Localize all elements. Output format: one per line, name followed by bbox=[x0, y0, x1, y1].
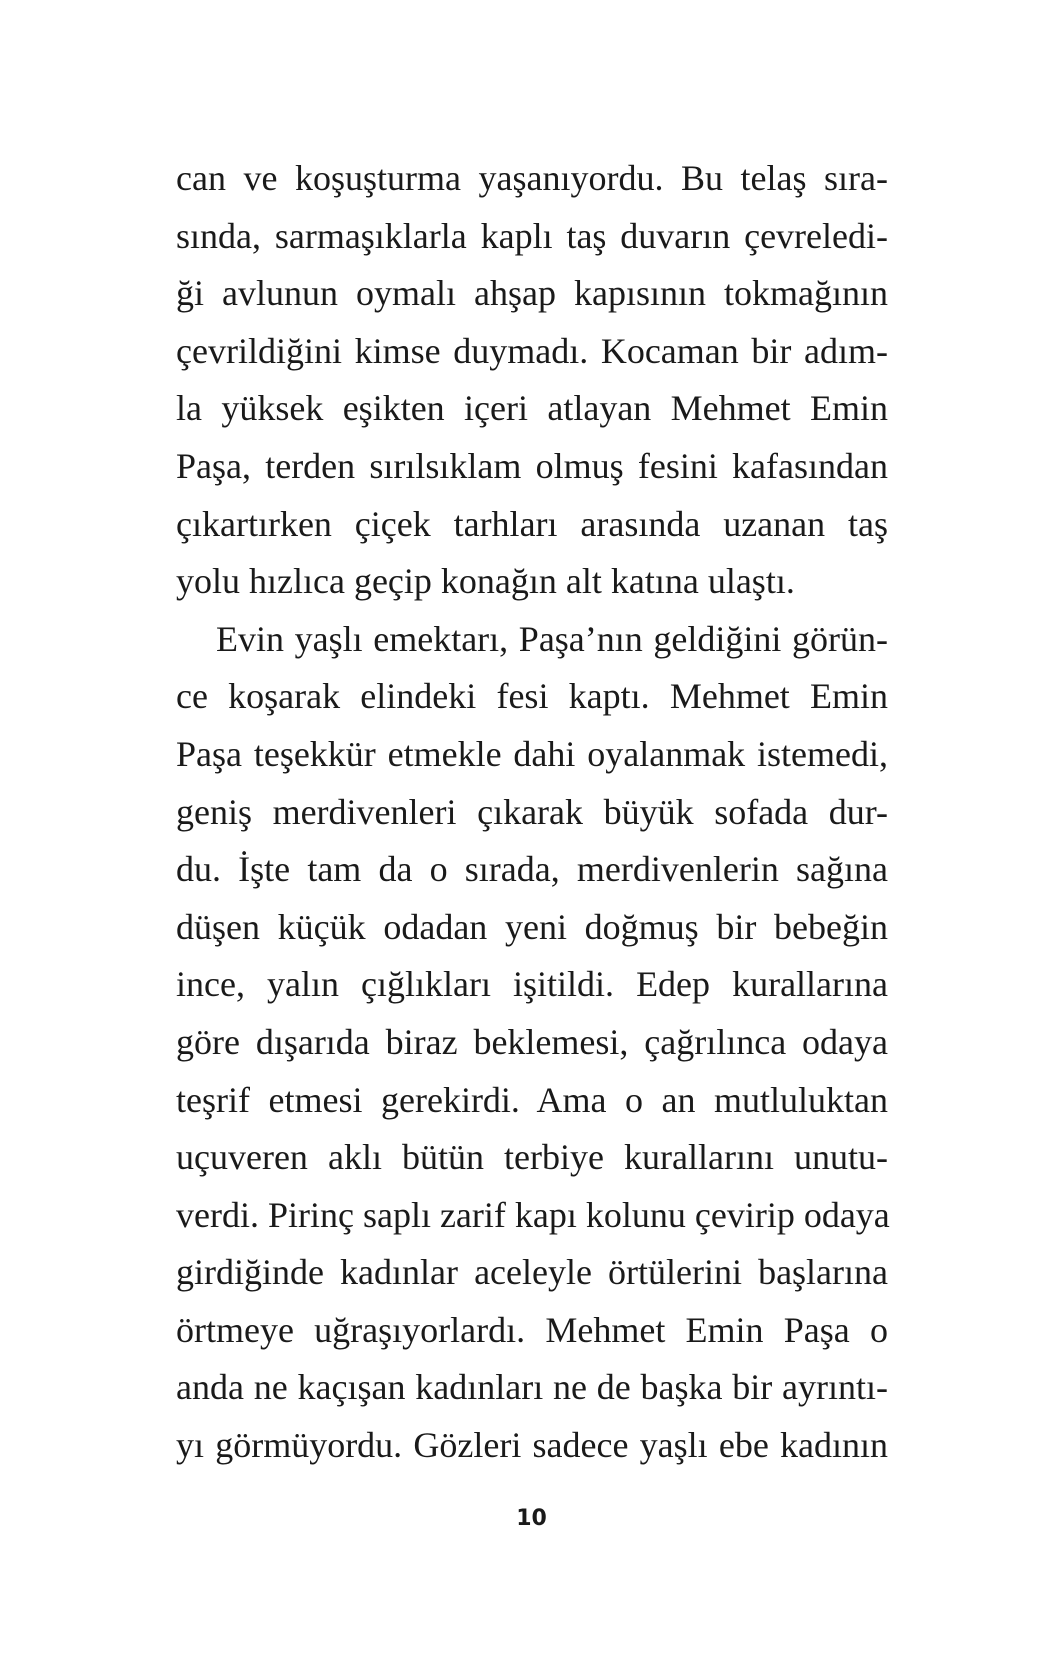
text-line: geniş merdivenleri çıkarak büyük sofada dur- bbox=[176, 791, 888, 832]
text-line: ince, yalın çığlıkları işitildi. Edep kurallarına bbox=[176, 964, 888, 1005]
text-line: girdiğinde kadınlar aceleyle örtülerini başlarına bbox=[176, 1252, 888, 1293]
text-line: la yüksek eşikten içeri atlayan Mehmet Emin bbox=[176, 388, 888, 429]
text-line: ce koşarak elindeki fesi kaptı. Mehmet Emin bbox=[176, 676, 888, 717]
page-number: 10 bbox=[516, 1506, 547, 1531]
text-line: Paşa, terden sırılsıklam olmuş fesini kafasından bbox=[176, 445, 888, 486]
text-line: uçuveren aklı bütün terbiye kurallarını unutu- bbox=[176, 1137, 888, 1178]
text-line: du. İşte tam da o sırada, merdivenlerin sağına bbox=[176, 849, 888, 890]
text-line: anda ne kaçışan kadınları ne de başka bir ayrıntı- bbox=[176, 1367, 888, 1408]
text-line: yı görmüyordu. Gözleri sadece yaşlı ebe kadının bbox=[176, 1425, 888, 1466]
text-line: teşrif etmesi gerekirdi. Ama o an mutluluktan bbox=[176, 1079, 888, 1120]
paragraph-start-line: Evin yaşlı emektarı, Paşa’nın geldiğini görün- bbox=[216, 618, 888, 659]
text-line: can ve koşuşturma yaşanıyordu. Bu telaş sıra- bbox=[176, 158, 888, 198]
text-line: Paşa teşekkür etmekle dahi oyalanmak istemedi, bbox=[176, 733, 888, 774]
paragraph-end-line: yolu hızlıca geçip konağın alt katına ulaştı. bbox=[176, 561, 795, 602]
text-line: ği avlunun oymalı ahşap kapısının tokmağının bbox=[176, 273, 888, 314]
text-line: verdi. Pirinç saplı zarif kapı kolunu çevirip odaya bbox=[176, 1194, 890, 1235]
text-line: düşen küçük odadan yeni doğmuş bir bebeğin bbox=[176, 906, 888, 947]
text-line: çevrildiğini kimse duymadı. Kocaman bir adım- bbox=[176, 330, 888, 371]
text-line: çıkartırken çiçek tarhları arasında uzanan taş bbox=[176, 503, 888, 544]
body-text bbox=[176, 150, 888, 1475]
text-line: sında, sarmaşıklarla kaplı taş duvarın çevreledi- bbox=[176, 215, 888, 256]
text-line: göre dışarıda biraz beklemesi, çağrılınca odaya bbox=[176, 1021, 888, 1062]
text-line: örtmeye uğraşıyorlardı. Mehmet Emin Paşa o bbox=[176, 1309, 888, 1350]
